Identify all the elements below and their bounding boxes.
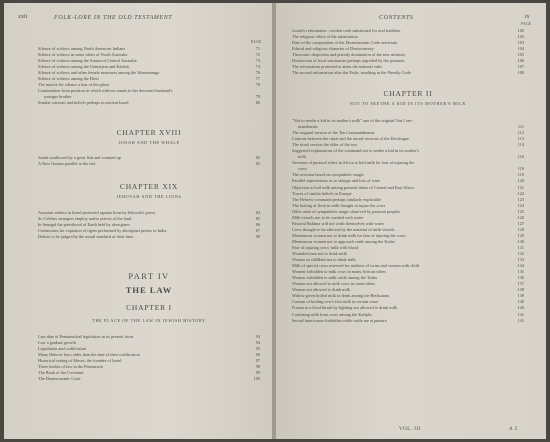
toc-entry-page: 95 bbox=[255, 346, 260, 352]
toc-entry-page: 138 bbox=[517, 287, 524, 293]
toc-entry-page: 141 bbox=[517, 317, 524, 323]
toc-entry-title: Women forbidden to milk cows in many African tribes bbox=[292, 269, 386, 275]
toc-entry-title: Women not allowed to milk cows in some tribes bbox=[292, 281, 375, 287]
toc-entry-page: 78 bbox=[255, 82, 260, 88]
running-header: FOLK-LORE IN THE OLD TESTAMENT bbox=[54, 15, 173, 21]
toc-entry-title: younger brother bbox=[44, 94, 72, 100]
page-number: xxii bbox=[18, 14, 28, 20]
toc-entry-page: 96 bbox=[255, 352, 260, 358]
toc-entry bbox=[292, 70, 524, 76]
toc-entry-page: 80 bbox=[255, 100, 260, 106]
toc-entry-title: Continuation from position in which widows stands to her deceased husband's bbox=[38, 88, 173, 94]
toc-entry-page: 87 bbox=[255, 228, 260, 234]
toc-entry-page: 126 bbox=[517, 214, 524, 220]
toc-entry-page: 83 bbox=[255, 161, 260, 167]
page-column-label: PAGE bbox=[251, 40, 262, 44]
toc-entry-title: The boiling of flesh in milk thought to injure the cows bbox=[292, 202, 386, 208]
toc-entry-title: Similar customs and beliefs perhaps in ancient Israel bbox=[38, 100, 129, 106]
toc-entry-page: 74 bbox=[255, 64, 260, 70]
toc-entry-title: Women in childbed not to drink milk bbox=[292, 257, 356, 263]
toc-entry-page: 121 bbox=[517, 184, 524, 190]
toc-entry-page: 140 bbox=[517, 299, 524, 305]
chapter-subtitle: JONAH AND THE WHALE bbox=[118, 140, 180, 145]
toc-entry-title: The aversion based on sympathetic magic bbox=[292, 172, 364, 178]
toc-entry-page: 72 bbox=[255, 52, 260, 58]
toc-entry-page: 103 bbox=[517, 40, 524, 46]
toc-entry-title: The reformation protested to attest the national cults bbox=[292, 64, 382, 70]
toc-entry-page: 100 bbox=[253, 376, 260, 382]
running-header: CONTENTS bbox=[379, 15, 414, 21]
toc-entry-page: 108 bbox=[517, 70, 524, 76]
toc-entry-page: 104 bbox=[517, 46, 524, 52]
toc-list bbox=[38, 210, 260, 240]
chapter-subtitle: NOT TO SEETHE A KID IN ITS MOTHER'S MILK bbox=[349, 101, 467, 106]
toc-list bbox=[38, 46, 260, 106]
page-number: ix bbox=[525, 14, 530, 20]
toc-entry-title: Theocratic despotism and priestly domination of the new ministry bbox=[292, 52, 406, 58]
chapter-heading bbox=[292, 89, 524, 98]
toc-entry-page: 135 bbox=[517, 269, 524, 275]
toc-entry-page: 84 bbox=[255, 210, 260, 215]
toc-entry-title: Destruction of local sanctuaries perhaps regretted by the peasants bbox=[292, 58, 405, 64]
toc-entry-page: 106 bbox=[517, 58, 524, 64]
toc-entry-title: Date of the composition of the Deuteronomic Code uncertain bbox=[292, 40, 398, 46]
toc-entry-title: Women not allowed to drink milk bbox=[292, 287, 351, 293]
toc-entry-page: 105 bbox=[517, 52, 524, 58]
toc-entry-title: Three bodies of law in the Pentateuch bbox=[38, 364, 103, 370]
toc-entry-page: 79 bbox=[255, 94, 260, 100]
toc-entry-title: The second reformation after the Exile, resulting in the Priestly Code bbox=[292, 70, 411, 76]
toc-entry-page: 90 bbox=[255, 234, 260, 240]
chapter-title: CHAPTER XIX bbox=[119, 182, 179, 191]
toc-entry-page: 119 bbox=[517, 172, 524, 178]
chapter-title: CHAPTER I bbox=[126, 303, 172, 312]
toc-entry-page: 85 bbox=[255, 216, 260, 222]
toc-entry-page: 76 bbox=[255, 70, 260, 76]
toc-entry-page: 140 bbox=[517, 305, 524, 311]
toc-entry-title: Custom of boiling cow's first milk in certain cases bbox=[292, 299, 379, 305]
toc-entry-page: 139 bbox=[517, 293, 524, 299]
toc-entry-page: 118 bbox=[517, 166, 524, 172]
toc-entry-title: Late date of Pentateuchal legislation in its present form bbox=[38, 334, 133, 339]
chapter-title: CHAPTER XVIII bbox=[116, 128, 182, 137]
toc-entry-title: Silence of widows among the Dieri bbox=[38, 76, 99, 82]
toc-entry-page: 127 bbox=[517, 220, 524, 226]
toc-list bbox=[38, 334, 260, 382]
toc-list bbox=[38, 155, 260, 167]
toc-entry-title: The original version of the Ten Commandments bbox=[292, 130, 375, 136]
toc-entry-title: Women forbidden to milk cattle among the Todas bbox=[292, 275, 378, 281]
toc-entry-page: 123 bbox=[517, 196, 524, 202]
toc-entry-title: Milk of special cows reserved for mothers of twins and women with child bbox=[292, 263, 419, 269]
toc-entry-page: 131 bbox=[517, 244, 524, 250]
toc-entry-title: Other rules of sympathetic magic observed by pastoral peoples bbox=[292, 208, 401, 214]
toc-entry-page: 134 bbox=[517, 263, 524, 269]
toc-entry-title: mandments bbox=[298, 124, 318, 130]
chapter-subtitle: JEHOVAH AND THE LIONS bbox=[116, 194, 182, 199]
toc-entry-page: 136 bbox=[517, 275, 524, 281]
toc-entry-page: 86 bbox=[255, 222, 260, 228]
toc-entry-page: 97 bbox=[255, 358, 260, 364]
toc-entry-title: Frozen in a lewd thrash by fighting not allowed to drink milk bbox=[292, 305, 398, 311]
toc-entry-title: Ceremonies for expiation of tigers performed by aboriginal priests in India bbox=[38, 228, 167, 234]
toc-entry-page: 114 bbox=[517, 142, 524, 148]
toc-entry-page: 113 bbox=[517, 136, 524, 142]
toc-entry-title: Silence of widows in some tribes of North Australia bbox=[38, 52, 128, 58]
toc-entry-page: 73 bbox=[255, 58, 260, 64]
toc-entry-title: Wounded men not to drink milk bbox=[292, 251, 347, 257]
book-spread bbox=[4, 3, 546, 439]
toc-entry-title: Cows thought to be affected by the material of milk-vessels bbox=[292, 226, 395, 232]
toc-entry-page: 94 bbox=[255, 340, 260, 346]
toc-entry-page: 130 bbox=[517, 238, 524, 244]
toc-entry-page: 102 bbox=[517, 34, 524, 40]
toc-entry-page: 132 bbox=[517, 251, 524, 257]
toc-entry bbox=[38, 161, 260, 167]
toc-entry-page: 98 bbox=[255, 364, 260, 370]
toc-entry-page: 77 bbox=[255, 76, 260, 82]
toc-entry-title: The Hebrew command perhaps similarly explicable bbox=[292, 196, 381, 202]
toc-entry-title: Sexual intercourse forbidden while cattle are at pasture bbox=[292, 317, 387, 323]
toc-entry-title: So Celebes strangers employ native priests of the land bbox=[38, 216, 132, 222]
toc-entry-page: 111 bbox=[517, 124, 524, 130]
chapter-title: CHAPTER II bbox=[383, 89, 433, 98]
toc-entry-title: Historical setting of Moses, the founder of Israel bbox=[38, 358, 122, 364]
toc-entry-page: 71 bbox=[255, 46, 260, 51]
toc-entry-page: 99 bbox=[255, 370, 260, 376]
toc-entry-title: Milk-vessels not to be washed with water bbox=[292, 214, 364, 220]
toc-entry-title: Menstruous women not to drink milk for fear of injuring the cows bbox=[292, 232, 406, 238]
toc-entry-page: 120 bbox=[517, 178, 524, 184]
toc-entry-title: "Not to seethe a kid in its mother's milk" one of the original Ten Com- bbox=[292, 118, 413, 123]
toc-entry-title: Aversion of pastoral tribes in Africa to boil milk for fear of injuring the bbox=[292, 160, 415, 166]
toc-entry-title: The ritual version the older of the two bbox=[292, 142, 358, 148]
toc-entry-title: Confusing milk from cows among the Kaliphs bbox=[292, 311, 372, 317]
toc-entry bbox=[292, 318, 524, 324]
toc-entry-page: 133 bbox=[517, 257, 524, 263]
toc-entry-page: 100 bbox=[517, 28, 524, 33]
part-title: THE LAW bbox=[125, 285, 173, 295]
toc-entry-page: 141 bbox=[517, 311, 524, 317]
sheet-signature: A 2 bbox=[509, 427, 518, 432]
toc-entry-title: milk bbox=[298, 154, 306, 160]
toc-entry-title: Widow given boiled milk to drink among the Bechuanas bbox=[292, 293, 390, 299]
chapter-heading bbox=[38, 128, 260, 137]
toc-entry-title: Fear of injuring cows' milk with blood bbox=[292, 244, 359, 250]
toc-entry-title: Jonah swallowed by a great fish and vomited up bbox=[38, 155, 121, 160]
toc-entry-title: Josiah's reformation : written code substituted for oral tradition bbox=[292, 28, 401, 33]
toc-entry-title: Silence of widows and other female mourners among the Warramunga bbox=[38, 70, 160, 76]
toc-entry-title: Parallel superstitions as to vinegar and loss of wine bbox=[292, 178, 381, 184]
right-page bbox=[276, 3, 546, 439]
toc-entry-page: 137 bbox=[517, 281, 524, 287]
toc-entry bbox=[38, 234, 260, 240]
page-column-label: PAGE bbox=[521, 22, 532, 26]
chapter-heading bbox=[38, 182, 260, 191]
toc-entry-page: 93 bbox=[255, 334, 260, 339]
toc-entry-page: 112 bbox=[517, 130, 524, 136]
toc-entry-title: Assyrian settlers in Israel protected against lions by Jehovah's priest bbox=[38, 210, 155, 215]
toc-list bbox=[292, 118, 524, 324]
toc-entry-title: The motive for silence a fear of the ghost bbox=[38, 82, 109, 88]
toc-entry-title: Many Hebrew laws older than the date of their codification bbox=[38, 352, 140, 358]
left-page bbox=[4, 3, 274, 439]
toc-entry-title: Suggested explanations of the command not to seethe a kid in its mother's bbox=[292, 148, 420, 154]
toc-entry-title: Silence of widows among the Arunta of Central Australia bbox=[38, 58, 137, 64]
toc-entry-title: The Book of the Covenant bbox=[38, 370, 84, 376]
toc-entry-page: 107 bbox=[517, 64, 524, 70]
toc-entry-title: A New Guinea parallel to the tale bbox=[38, 161, 96, 167]
toc-entry-page: 116 bbox=[517, 154, 524, 160]
toc-entry-title: cows bbox=[298, 166, 307, 172]
toc-entry-title: In Senegal the priesthood of Earth held by aborigines bbox=[38, 222, 130, 228]
toc-entry-title: Silence of widows among North American Indians bbox=[38, 46, 126, 51]
toc-entry-title: The religious effect of the substitution bbox=[292, 34, 358, 40]
toc-entry-page: 125 bbox=[517, 208, 524, 214]
toc-entry-page: 129 bbox=[517, 232, 524, 238]
toc-entry bbox=[38, 100, 260, 106]
toc-entry-title: Pastoral Bahima will not wash themselves with water bbox=[292, 220, 385, 226]
chapter-heading bbox=[38, 303, 260, 312]
toc-entry-title: Menstruous women not to approach cattle among the Kafirs bbox=[292, 238, 396, 244]
toc-entry-title: Silence of widows among the Unmatjera and Kaitish bbox=[38, 64, 129, 70]
toc-entry-title: Legislation and codification bbox=[38, 346, 87, 352]
toc-entry-title: Deities to be judged by the moral standard of their time bbox=[38, 234, 134, 240]
toc-entry-title: Contrast between the ritual and the moral versions of the Decalogue bbox=[292, 136, 409, 142]
part-heading: PART IV bbox=[128, 271, 170, 281]
toc-entry-title: Traces of similar beliefs in Europe bbox=[292, 190, 352, 196]
toc-entry-title: Ethical and religious character of Deuteronomy bbox=[292, 46, 374, 52]
toc-entry-page: 82 bbox=[255, 155, 260, 160]
chapter-subtitle: THE PLACE OF THE LAW IN JEWISH HISTORY bbox=[92, 318, 206, 323]
toc-entry-page: 124 bbox=[517, 202, 524, 208]
toc-entry-page: 122 bbox=[517, 190, 524, 196]
toc-entry-title: Law a gradual growth bbox=[38, 340, 76, 346]
toc-entry-page: 128 bbox=[517, 226, 524, 232]
volume-signature: VOL. III bbox=[399, 427, 421, 432]
toc-entry-title: The Deuteronomic Code bbox=[38, 376, 81, 382]
toc-entry bbox=[38, 376, 260, 382]
toc-list bbox=[292, 28, 524, 76]
toc-entry-title: Objection to boil milk among pastoral tribes of Central and East Africa bbox=[292, 184, 415, 190]
